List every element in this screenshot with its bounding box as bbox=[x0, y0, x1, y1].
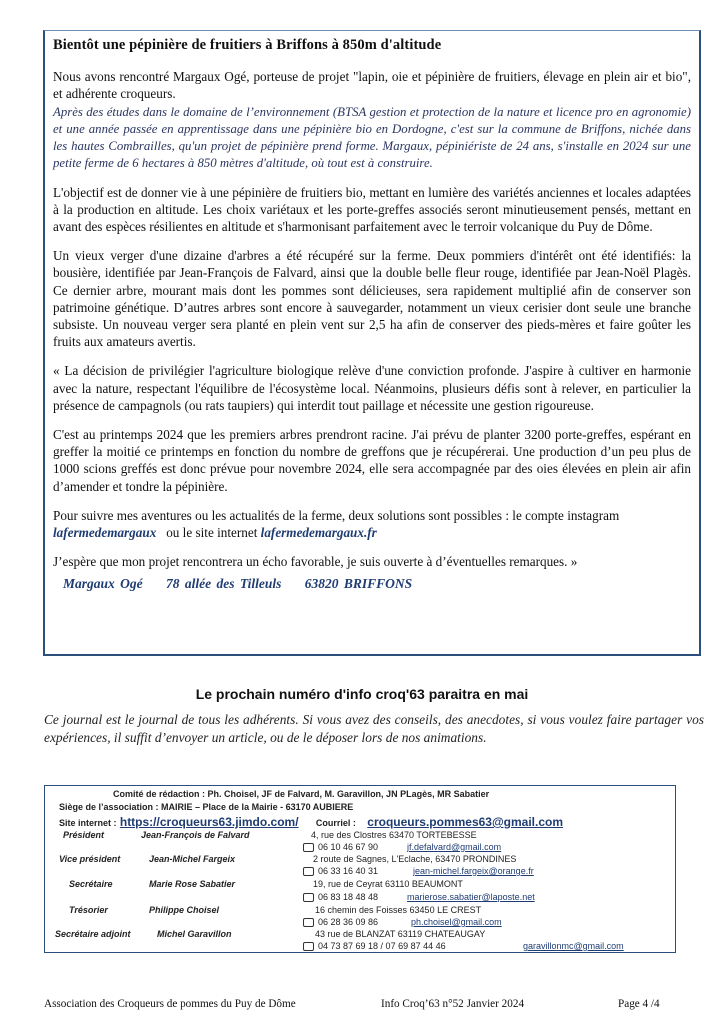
article-paragraph-5 bbox=[53, 507, 691, 541]
signature-name: Margaux Ogé bbox=[63, 576, 143, 592]
member-role: Président bbox=[63, 830, 105, 840]
article-title: Bientôt une pépinière de fruitiers à Briffons à 850m d'altitude bbox=[53, 37, 442, 53]
next-issue-heading: Le prochain numéro d'info croq'63 paraitra en mai bbox=[195, 686, 529, 702]
member-name: Jean-François de Falvard bbox=[141, 830, 250, 840]
signature bbox=[53, 576, 691, 592]
seat-line: Siège de l’association : MAIRIE – Place de la Mairie - 63170 AUBIERE bbox=[59, 802, 354, 812]
member-email[interactable]: ph.choisel@gmail.com bbox=[411, 917, 502, 927]
article-paragraph-1: L'objectif est de donner vie à une pépinière de fruitiers bio, mettant en lumière des variétés anciennes et locales adaptées à la production en altitude. Les choix variétaux et les porte-greffes associés seront minutieusement pensés, mettant en avant des espèces résilientes en altitude et s'harmonisant parfaitement avec le terroir volcanique du Puy de Dôme. bbox=[53, 184, 691, 234]
website-link[interactable]: lafermedemargaux.fr bbox=[260, 525, 377, 541]
signature-street: 78 allée des Tilleuls bbox=[166, 576, 282, 592]
phone-icon bbox=[303, 893, 314, 902]
article-paragraph-4: C'est au printemps 2024 que les premiers arbres prendront racine. J'ai prévu de planter 3200 porte-greffes, espérant en greffer la moitié ce printemps en fonction du nombre de greffons que je récupérerai. Une production d’un peu plus de 1000 scions greffés est donc prévue pour novembre 2024, elle sera accompagnée par des oies élevées en plein air afin d’amender et tondre la pépinière. bbox=[53, 427, 691, 494]
member-address: 2 route de Sagnes, L'Eclache, 63470 PRONDINES bbox=[313, 854, 517, 864]
member-role: Vice président bbox=[59, 854, 121, 864]
member-email[interactable]: jf.defalvard@gmail.com bbox=[407, 842, 502, 852]
member-phone: 06 83 18 48 48 bbox=[318, 892, 379, 902]
member-contact bbox=[303, 941, 446, 951]
site-label: Site internet : bbox=[59, 818, 117, 828]
site-link[interactable]: https://croqueurs63.jimdo.com/ bbox=[119, 815, 299, 829]
contact-box bbox=[44, 785, 676, 953]
phone-icon bbox=[303, 867, 314, 876]
article-paragraph-3: « La décision de privilégier l'agriculture biologique relève d'une conviction profonde. J'aspire à cultiver en harmonie avec la nature, respectant l'équilibre de l'écosystème local. Néanmoins, plusieurs défis sont à relever, en particulier la présence de campagnols (ou rats taupiers) qui interdit tout paillage et nécessite une gestion rigoureuse. bbox=[53, 363, 691, 413]
article-paragraph-2: Un vieux verger d'une dizaine d'arbres a été récupéré sur la ferme. Deux pommiers d'intérêt ont été identifiés: la bousière, identifiée par Jean-François de Falvard, ainsi que la double belle fleur rouge, identifiée par Jean-Noël Plagès. Ce dernier arbre, mourant mais dont les pommes sont délicieuses, sera rapidement multiplié afin de conserver son patrimoine génétique. D’autres arbres sont encore à sauvegarder, notamment un vieux cerisier dont seule une branche subsiste. Un nouveau verger sera planté en plein vent sur 2,5 ha afin de conserver des pieds-mères et faire goûter les fruits aux amateurs avertis. bbox=[53, 248, 691, 350]
phone-icon bbox=[303, 942, 314, 951]
member-phone: 06 28 36 09 86 bbox=[318, 917, 379, 927]
member-address: 16 chemin des Foisses 63450 LE CREST bbox=[315, 905, 482, 915]
journal-note: Ce journal est le journal de tous les adhérents. Si vous avez des conseils, des anecdotes, si vous voulez faire partager vos expériences, il suffit d’envoyer un article, ou de le déposer lors de nos animations. bbox=[44, 712, 704, 745]
article-box bbox=[43, 30, 701, 656]
member-name: Michel Garavillon bbox=[157, 929, 232, 939]
member-address: 43 rue de BLANZAT 63119 CHATEAUGAY bbox=[315, 929, 486, 939]
mail-label: Courriel : bbox=[315, 818, 356, 828]
phone-icon bbox=[303, 843, 314, 852]
article-paragraph-6: J’espère que mon projet rencontrera un écho favorable, je suis ouverte à d’éventuelles remarques. » bbox=[53, 554, 578, 570]
member-contact bbox=[303, 866, 378, 876]
footer-issue: Info Croq’63 n°52 Janvier 2024 bbox=[381, 998, 525, 1010]
member-phone: 04 73 87 69 18 / 07 69 87 44 46 bbox=[318, 941, 446, 951]
article-italic-paragraph: Après des études dans le domaine de l’environnement (BTSA gestion et protection de la nature et licence pro en agronomie) et une année passée en apprentissage dans une pépinière bio en Dordogne, c'est sur la commune de Briffons, nichée dans les hautes Combrailles, qu'un projet de pépinière prend forme. Margaux, pépiniériste de 24 ans, s'installe en 2024 sur une petite ferme de 6 hectares à 850 mètres d'altitude, où tout est à construire. bbox=[53, 105, 691, 170]
member-name: Marie Rose Sabatier bbox=[149, 879, 236, 889]
or-site-text: ou le site internet bbox=[166, 525, 258, 541]
signature-city: 63820 BRIFFONS bbox=[304, 576, 413, 592]
member-role: Secrétaire adjoint bbox=[55, 929, 131, 939]
mail-link[interactable]: croqueurs.pommes63@gmail.com bbox=[367, 815, 564, 829]
member-contact bbox=[303, 842, 378, 852]
follow-text: Pour suivre mes aventures ou les actualités de la ferme, deux solutions sont possibles : le compte instagram bbox=[53, 507, 620, 523]
member-address: 4, rue des Clostres 63470 TORTEBESSE bbox=[311, 830, 477, 840]
member-email[interactable]: garavillonmc@gmail.com bbox=[523, 941, 624, 951]
member-phone: 06 10 46 67 90 bbox=[318, 842, 379, 852]
site-line bbox=[59, 815, 563, 829]
article-intro: Nous avons rencontré Margaux Ogé, porteuse de projet "lapin, oie et pépinière de fruitiers, élevage en plein air et bio", et adhérente croqueurs. bbox=[53, 69, 691, 102]
member-contact bbox=[303, 892, 378, 902]
member-email[interactable]: jean-michel.fargeix@orange.fr bbox=[413, 866, 534, 876]
footer-page: Page 4 /4 bbox=[618, 998, 660, 1010]
member-address: 19, rue de Ceyrat 63110 BEAUMONT bbox=[313, 879, 463, 889]
footer-association: Association des Croqueurs de pommes du Puy de Dôme bbox=[44, 998, 296, 1010]
member-contact bbox=[303, 917, 378, 927]
member-email[interactable]: marierose.sabatier@laposte.net bbox=[407, 892, 535, 902]
phone-icon bbox=[303, 918, 314, 927]
member-phone: 06 33 16 40 31 bbox=[318, 866, 379, 876]
member-name: Jean-Michel Fargeix bbox=[149, 854, 236, 864]
committee-line: Comité de rédaction : Ph. Choisel, JF de Falvard, M. Garavillon, JN PLagès, MR Sabatier bbox=[113, 789, 490, 799]
member-name: Philippe Choisel bbox=[149, 905, 220, 915]
member-role: Secrétaire bbox=[69, 879, 113, 889]
member-role: Trésorier bbox=[69, 905, 108, 915]
instagram-link[interactable]: lafermedemargaux bbox=[53, 525, 157, 541]
